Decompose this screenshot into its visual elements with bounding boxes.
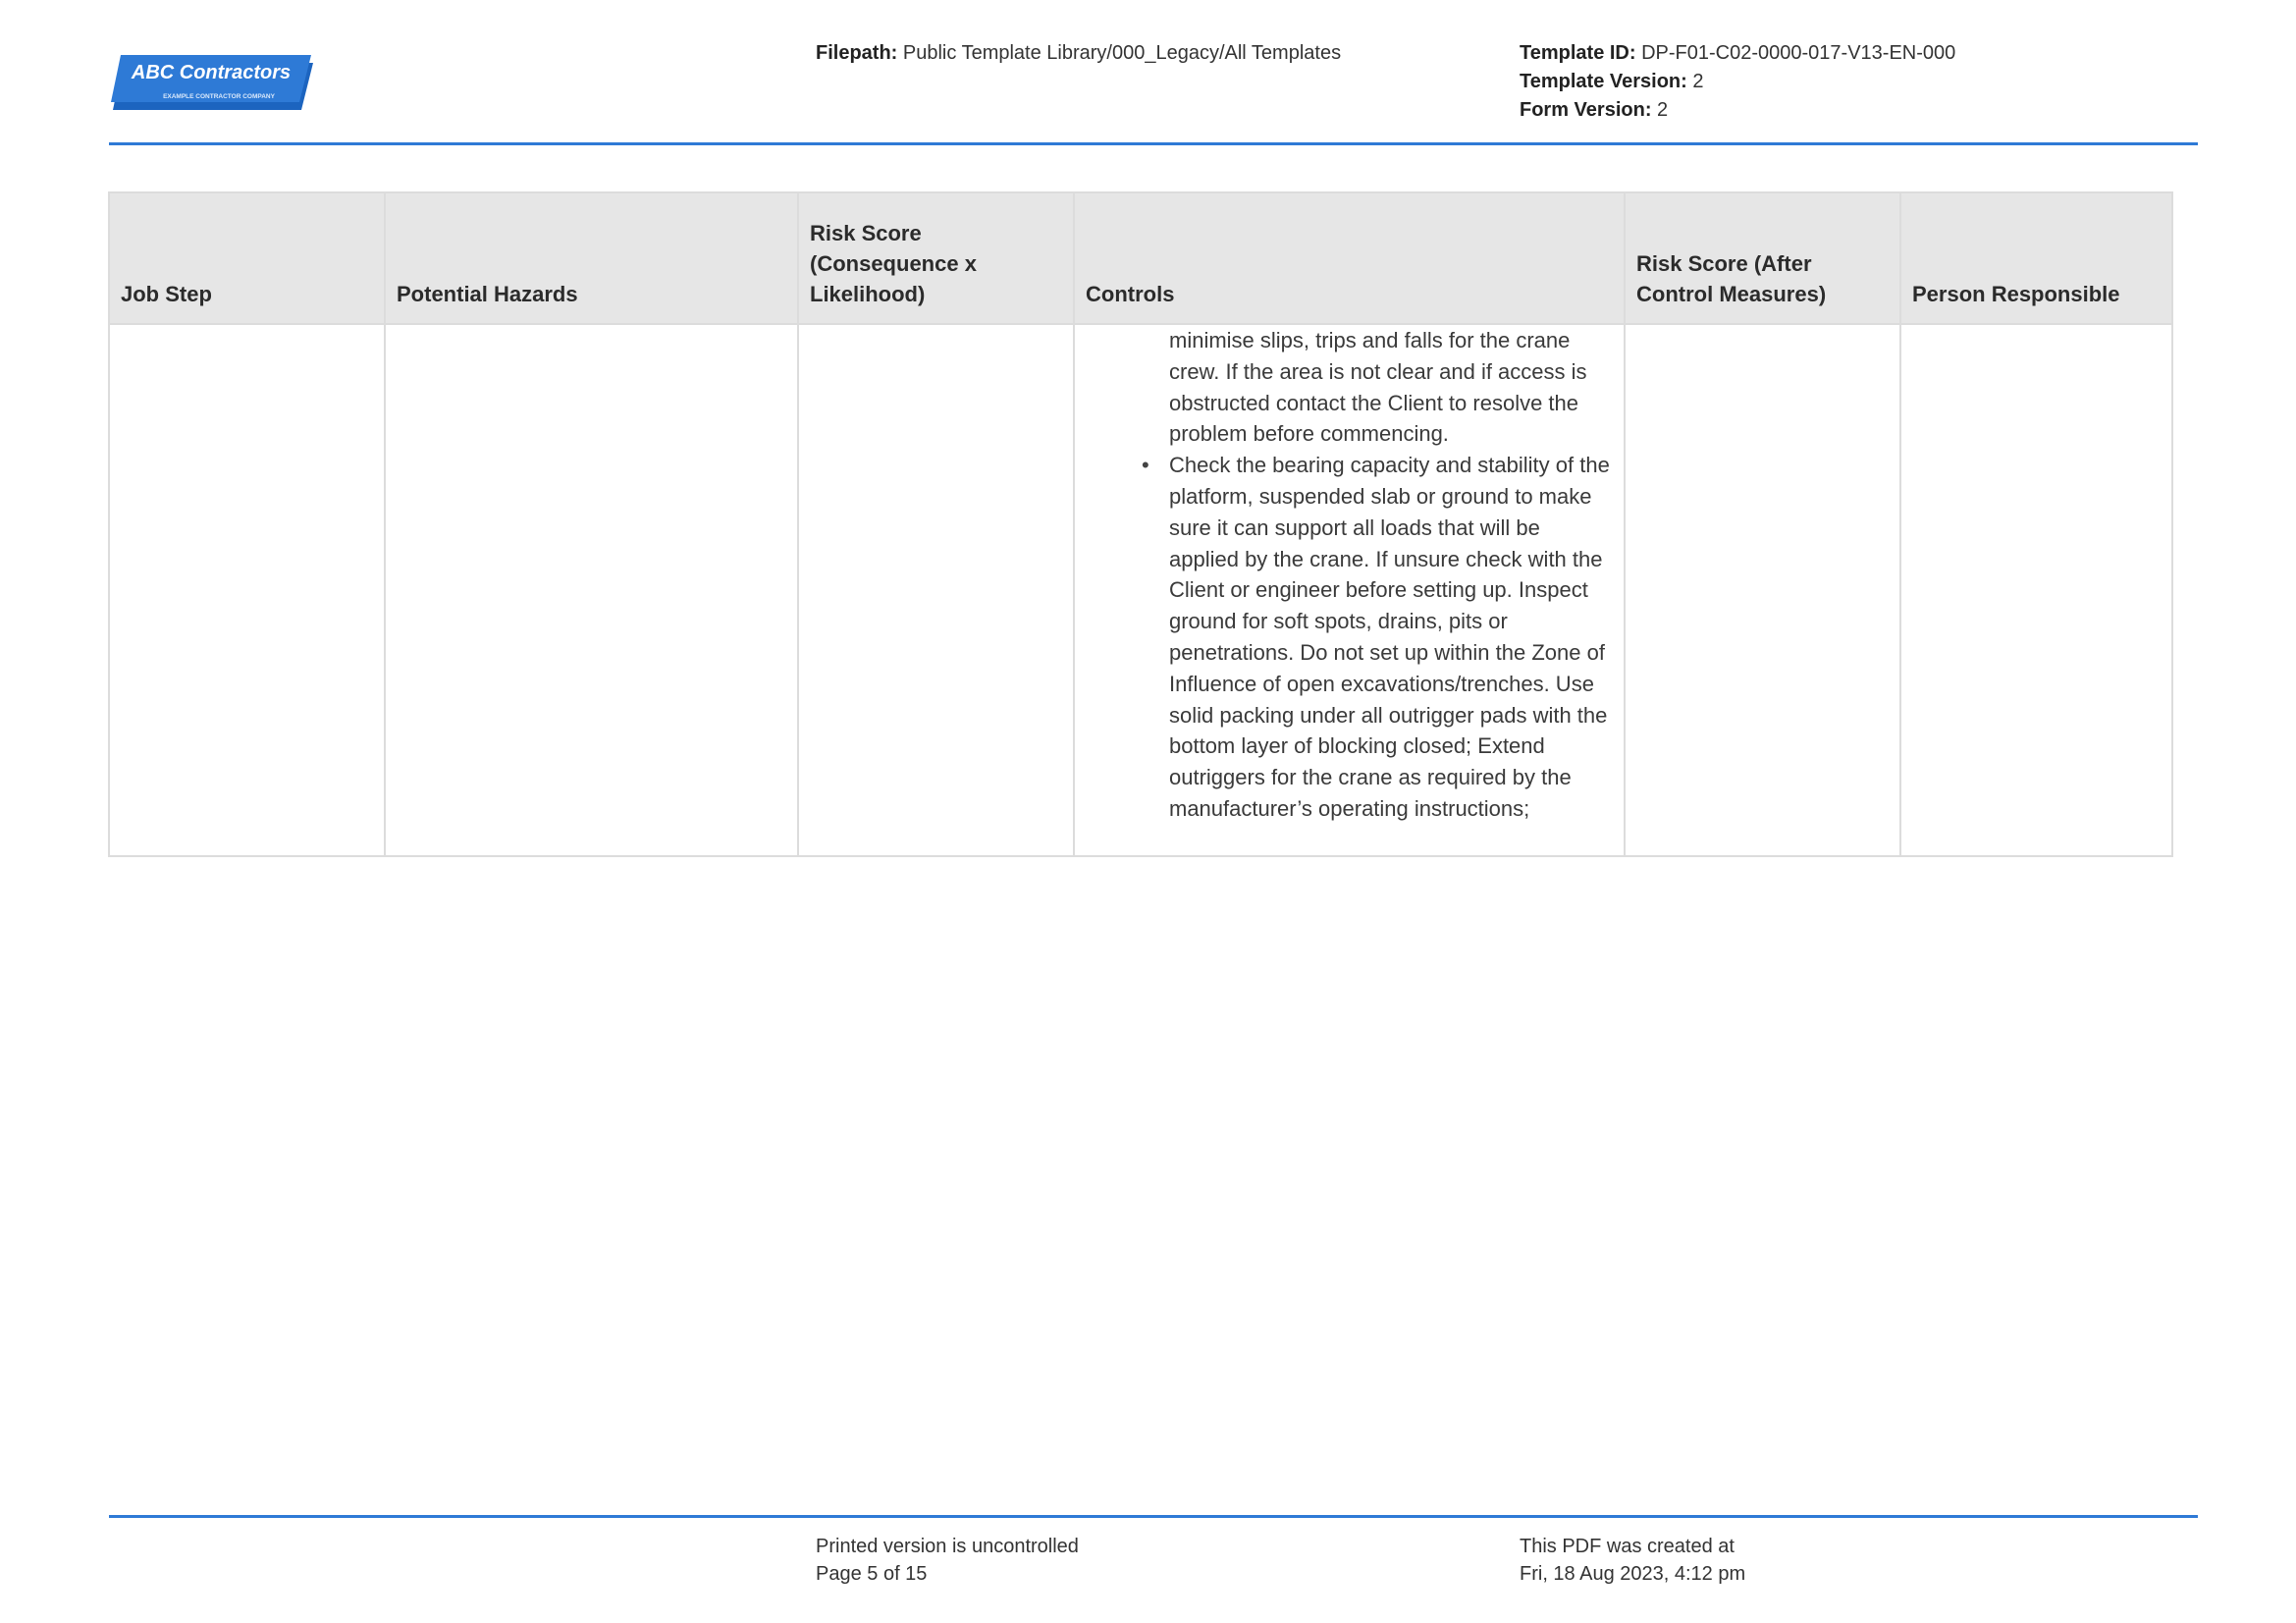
cell-potential-hazards	[385, 324, 798, 856]
filepath-line	[816, 39, 1341, 68]
template-id-line	[1520, 39, 1955, 68]
column-header-job-step: Job Step	[109, 192, 385, 324]
form-version-value: 2	[1657, 99, 1669, 121]
controls-list	[1086, 325, 1613, 825]
column-header-controls: Controls	[1074, 192, 1625, 324]
template-id-label: Template ID:	[1520, 42, 1636, 64]
cell-job-step	[109, 324, 385, 856]
table-row	[109, 324, 2172, 856]
risk-assessment-table	[108, 191, 2173, 857]
footer-uncontrolled-note: Printed version is uncontrolled	[816, 1536, 1079, 1557]
template-version-value: 2	[1692, 71, 1704, 92]
form-version-line	[1520, 96, 1955, 125]
footer-created-info	[1520, 1533, 1745, 1588]
controls-item-continued: minimise slips, trips and falls for the crane crew. If the area is not clear and if access is obstructed contact the Client to resolve the problem before commencing.	[1169, 328, 1587, 447]
footer-created-label: This PDF was created at	[1520, 1536, 1735, 1557]
template-version-line	[1520, 68, 1955, 96]
column-header-person-responsible: Person Responsible	[1900, 192, 2172, 324]
filepath-block	[816, 39, 1341, 68]
filepath-label: Filepath:	[816, 42, 898, 64]
cell-person-responsible	[1900, 324, 2172, 856]
footer-print-info	[816, 1533, 1079, 1588]
footer-divider	[109, 1515, 2198, 1518]
company-logo	[109, 53, 317, 112]
column-header-risk-score: Risk Score (Consequence x Likelihood)	[798, 192, 1074, 324]
cell-risk-score-after	[1625, 324, 1900, 856]
template-version-label: Template Version:	[1520, 71, 1687, 92]
logo-name: ABC Contractors	[131, 62, 292, 83]
form-version-label: Form Version:	[1520, 99, 1652, 121]
logo-tagline: EXAMPLE CONTRACTOR COMPANY	[163, 93, 275, 100]
cell-risk-score	[798, 324, 1074, 856]
controls-item-bearing-capacity: • Check the bearing capacity and stability of the platform, suspended slab or ground to make sure it can support all loads that will be applied by the crane. If unsure check with the Client or engineer before setting up. Inspect ground for soft spots, drains, pits or penetrations. Do not set up within the Zone of Influence of open excavations/trenches. Use solid packing under all outrigger pads with the bottom layer of blocking closed; Extend outriggers for the crane as required by the manufacturer’s operating instructions;	[1169, 450, 1613, 825]
header-divider	[109, 142, 2198, 145]
column-header-potential-hazards: Potential Hazards	[385, 192, 798, 324]
footer-page-number: Page 5 of 15	[816, 1563, 928, 1585]
template-id-value: DP-F01-C02-0000-017-V13-EN-000	[1641, 42, 1956, 64]
cell-controls	[1074, 324, 1625, 856]
template-info-block	[1520, 39, 1955, 125]
column-header-risk-score-after: Risk Score (After Control Measures)	[1625, 192, 1900, 324]
filepath-value: Public Template Library/000_Legacy/All Templates	[902, 42, 1342, 64]
table-header-row	[109, 192, 2172, 324]
footer-created-date: Fri, 18 Aug 2023, 4:12 pm	[1520, 1563, 1746, 1585]
